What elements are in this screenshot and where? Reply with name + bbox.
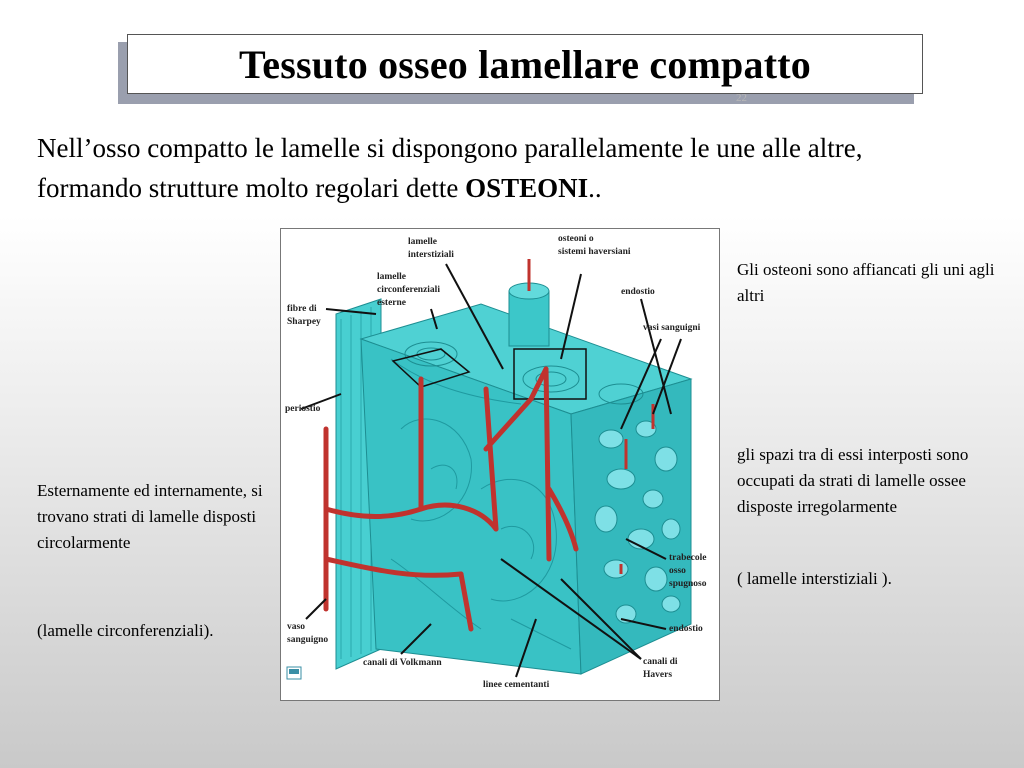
intro-text-end: .. [588,173,602,203]
title-box [127,34,923,94]
figure-corner-icon-fill [289,669,299,674]
bone-diagram-figure [280,228,720,701]
label-trabecole-1: trabecole [669,553,707,563]
label-sharpey-2: Sharpey [287,317,321,327]
label-volkmann: canali di Volkmann [363,658,442,668]
label-havers-2: Havers [643,670,673,680]
label-sharpey-1: fibre di [287,304,317,314]
intro-paragraph [37,128,967,208]
label-vaso-1: vaso [287,622,305,632]
slide-title: Tessuto osseo lamellare compatto [239,41,811,87]
label-vaso-2: sanguigno [287,635,329,645]
lamelle-interstiziali-text: ( lamelle interstiziali ). [737,569,892,588]
label-circonf-1: lamelle [377,272,407,282]
label-periostio: periostio [285,404,321,414]
label-circonf-3: esterne [377,298,407,308]
bone-diagram [281,229,719,700]
slide-number: 22 [736,92,747,104]
label-lamelle-interstiziali-2: interstiziali [408,250,454,260]
label-trabecole-2: osso [669,566,686,576]
label-osteoni-1: osteoni o [558,234,594,244]
label-circonf-2: circonferenziali [377,285,440,295]
label-lamelle-interstiziali-1: lamelle [408,237,438,247]
label-linee-cementanti: linee cementanti [483,680,550,690]
label-trabecole-3: spugnoso [669,579,707,589]
label-osteoni-2: sistemi haversiani [558,247,631,257]
intro-bold-term: OSTEONI [465,173,589,203]
esternamente-text: Esternamente ed internamente, si trovano strati di lamelle disposti circolarmente [37,481,263,552]
label-havers-1: canali di [643,657,678,667]
osteoni-affiancati-text: Gli osteoni sono affiancati gli uni agli altri [737,260,995,305]
intro-text: Nell’osso compatto le lamelle si dispongono parallelamente le une alle altre, formando strutture molto regolari dette [37,133,863,203]
lamelle-circonferenziali-text: (lamelle circonferenziali). [37,621,214,640]
label-vasi-sanguigni: vasi sanguigni [643,323,701,333]
label-endostio-bottom: endostio [669,624,703,634]
label-endostio-top: endostio [621,287,655,297]
spazi-interposti-text: gli spazi tra di essi interposti sono occupati da strati di lamelle ossee disposte irregolarmente [737,445,969,516]
